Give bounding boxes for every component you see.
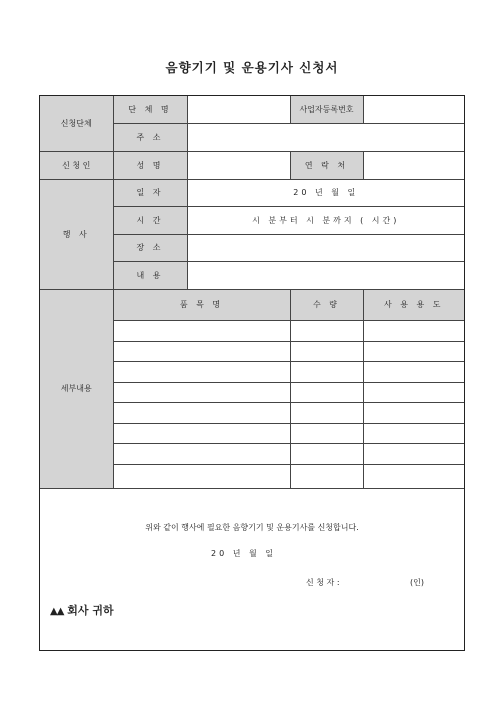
group-name-label: 단 체 명 (113, 96, 187, 123)
section-applicant: 신 청 인 (40, 151, 113, 179)
item-cell[interactable] (113, 464, 290, 488)
section-details: 세부내용 (40, 289, 113, 488)
event-place-field[interactable] (187, 234, 464, 261)
usage-cell[interactable] (363, 464, 464, 488)
triangle-mark-icon: ▲▲ (50, 606, 64, 617)
col-header-usage: 사 용 용 도 (363, 289, 464, 320)
event-place-label: 장 소 (113, 234, 187, 261)
col-header-qty: 수 량 (290, 289, 363, 320)
addressee (50, 602, 114, 618)
item-cell[interactable] (113, 402, 290, 423)
usage-cell[interactable] (363, 443, 464, 464)
col-header-item: 품 목 명 (113, 289, 290, 320)
application-form (39, 95, 465, 651)
item-cell[interactable] (113, 320, 290, 341)
qty-cell[interactable] (290, 423, 363, 443)
item-cell[interactable] (113, 423, 290, 443)
form-title: 음향기기 및 운용기사 신청서 (165, 60, 339, 75)
qty-cell[interactable] (290, 320, 363, 341)
qty-cell[interactable] (290, 341, 363, 361)
business-reg-label: 사업자등록번호 (290, 96, 363, 123)
section-applicant-group: 신청단체 (40, 96, 113, 151)
qty-cell[interactable] (290, 464, 363, 488)
event-date-label: 일 자 (113, 179, 187, 206)
address-label: 주 소 (113, 123, 187, 151)
event-time-label: 시 간 (113, 206, 187, 234)
seal-mark: (인) (410, 578, 424, 587)
usage-cell[interactable] (363, 423, 464, 443)
qty-cell[interactable] (290, 361, 363, 382)
event-content-field[interactable] (187, 261, 464, 289)
applicant-signature-label: 신 청 자 : (306, 578, 340, 587)
contact-field[interactable] (363, 151, 464, 179)
usage-cell[interactable] (363, 320, 464, 341)
person-name-field[interactable] (187, 151, 290, 179)
item-cell[interactable] (113, 382, 290, 402)
declaration-text: 위와 같이 행사에 필요한 음향기기 및 운용기사를 신청합니다. (145, 523, 359, 532)
form-table (40, 96, 464, 489)
address-field[interactable] (187, 123, 464, 151)
signature-date[interactable]: 20 년 월 일 (211, 549, 276, 558)
section-event: 행 사 (40, 179, 113, 289)
contact-label: 연 락 처 (290, 151, 363, 179)
addressee-text: 회사 귀하 (67, 604, 114, 617)
item-cell[interactable] (113, 361, 290, 382)
qty-cell[interactable] (290, 402, 363, 423)
business-reg-field[interactable] (363, 96, 464, 123)
qty-cell[interactable] (290, 443, 363, 464)
usage-cell[interactable] (363, 361, 464, 382)
person-name-label: 성 명 (113, 151, 187, 179)
event-date-field[interactable]: 20 년 월 일 (187, 179, 464, 206)
usage-cell[interactable] (363, 341, 464, 361)
qty-cell[interactable] (290, 382, 363, 402)
event-content-label: 내 용 (113, 261, 187, 289)
form-footer (40, 492, 464, 650)
item-cell[interactable] (113, 341, 290, 361)
event-time-field[interactable]: 시 분부터 시 분까지 ( 시간) (187, 206, 464, 234)
group-name-field[interactable] (187, 96, 290, 123)
usage-cell[interactable] (363, 402, 464, 423)
usage-cell[interactable] (363, 382, 464, 402)
item-cell[interactable] (113, 443, 290, 464)
